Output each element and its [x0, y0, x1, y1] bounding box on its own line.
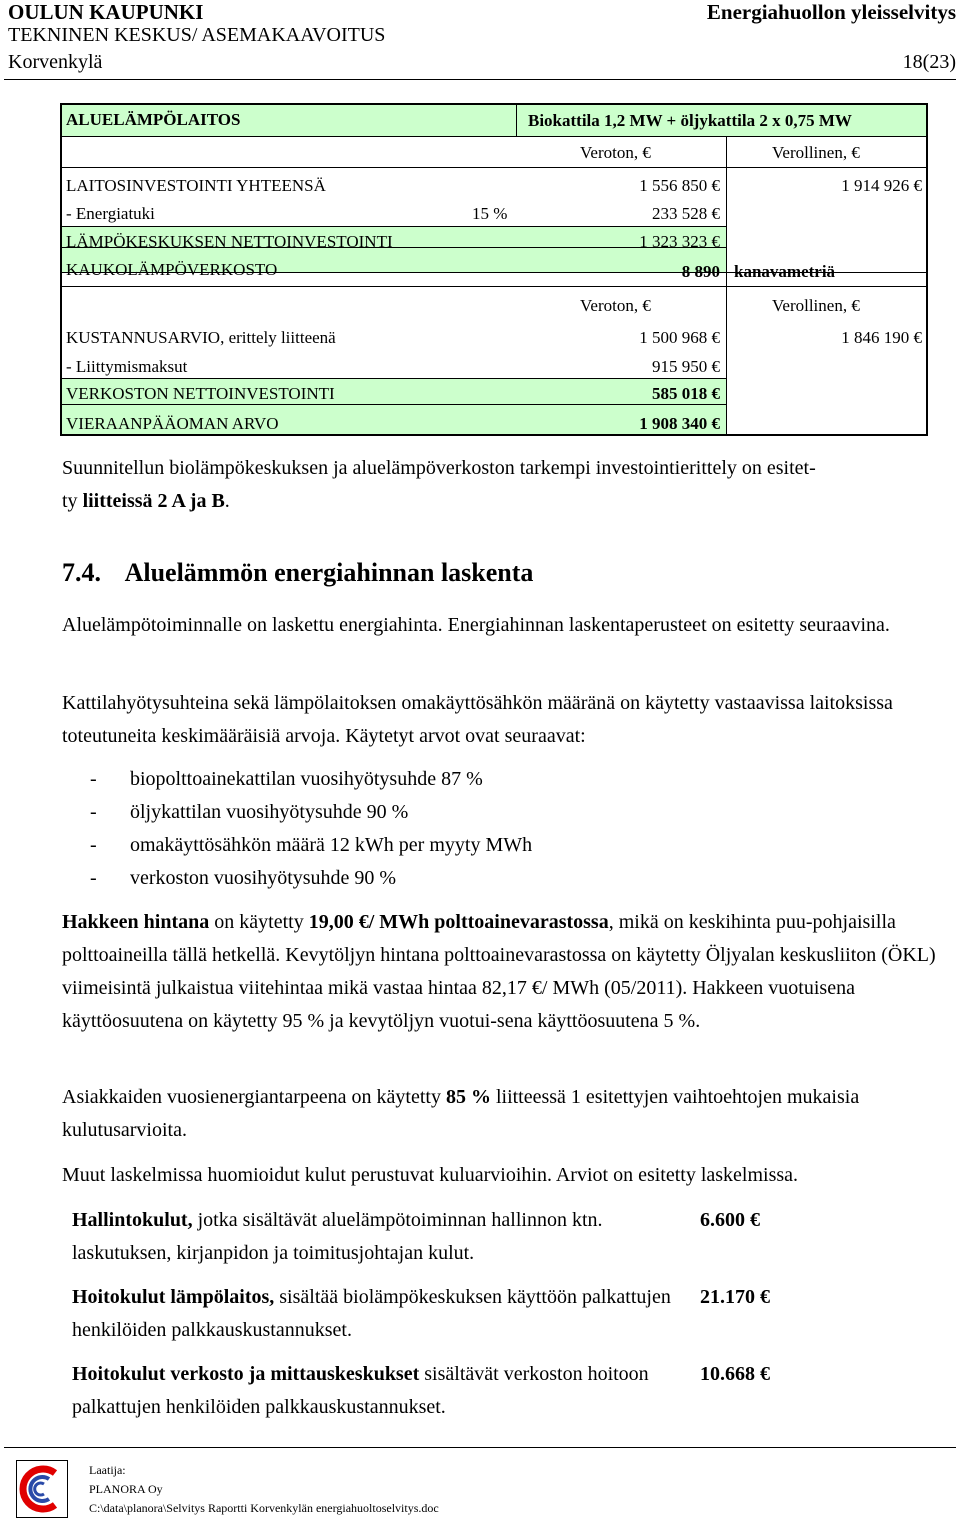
row-percent: 15 %	[472, 204, 508, 223]
chip-price-label: Hakkeen hintana	[62, 911, 210, 933]
row-value-veroton: 585 018 €	[652, 384, 720, 403]
section-title: Aluelämmön energiahinnan laskenta	[124, 558, 534, 587]
row-value-verollinen: 1 846 190 €	[841, 328, 922, 347]
cost-value-network: 10.668 €	[700, 1363, 770, 1385]
list-item: - biopolttoainekattilan vuosihyötysuhde 87 %	[90, 768, 483, 790]
col-header-veroton: Veroton, €	[580, 143, 651, 162]
intro-line-2-suffix: .	[224, 490, 230, 512]
intro-line-2-bold: liitteissä 2 A ja B	[82, 490, 225, 512]
intro-line-1: Suunnitellun biolämpökeskuksen ja aluelämpöverkoston tarkempi investointierittely on esitet-	[62, 457, 816, 479]
row-divider	[62, 226, 726, 227]
row-divider	[62, 286, 926, 287]
row-value-veroton: 1 908 340 €	[639, 414, 720, 433]
row-label: LÄMPÖKESKUKSEN NETTOINVESTOINTI	[66, 232, 393, 251]
network-unit: kanavametriä	[734, 262, 836, 281]
cost-item-network: Hoitokulut verkosto ja mittauskeskukset sisältävät verkoston hoitoon palkattujen henkilöiden palkkauskustannukset.	[72, 1363, 649, 1418]
section-number: 7.4.	[62, 558, 101, 587]
network-label: KAUKOLÄMPÖVERKOSTO	[66, 260, 278, 279]
row-label: VIERAANPÄÄOMAN ARVO	[66, 414, 279, 433]
row-divider	[62, 404, 726, 405]
col-divider	[516, 105, 517, 136]
paragraph-5: Muut laskelmissa huomioidut kulut perustuvat kuluarvioihin. Arviot on esitetty laskelmissa.	[62, 1164, 799, 1186]
list-item: - omakäyttösähkön määrä 12 kWh per myyty MWh	[90, 834, 533, 856]
list-item: - öljykattilan vuosihyötysuhde 90 %	[90, 801, 409, 823]
list-item: - verkoston vuosihyötysuhde 90 %	[90, 867, 397, 889]
row-value-veroton: 1 556 850 €	[639, 176, 720, 195]
footer-divider	[4, 1447, 956, 1448]
cost-value-admin: 6.600 €	[700, 1209, 760, 1231]
paragraph-3: Hakkeen hintana on käytetty 19,00 €/ MWh polttoainevarastossa, mikä on keskihinta puu-pohjaisilla polttoaineilla tällä hetkellä. Kevytöljyn hintana polttoainevarastossa on käytetty Öljyalan keskusliiton (ÖKL) viimeisintä julkaistua viitehintaa mikä vastaa hintaa 82,17 €/ MWh (05/2011). Hakkeen vuotuisena käyttöosuutena on käytetty 95 % ja kevytöljyn vuotui-sena käyttöosuutena 5 %.	[62, 911, 936, 1032]
row-divider	[62, 378, 726, 379]
row-value-veroton: 915 950 €	[652, 357, 720, 376]
row-label: - Energiatuki	[66, 204, 155, 223]
row-divider	[62, 136, 926, 137]
col-header-veroton: Veroton, €	[580, 296, 651, 315]
planora-logo	[16, 1460, 68, 1518]
department-name: TEKNINEN KESKUS/ ASEMAKAAVOITUS	[8, 24, 386, 46]
footer-author-label: Laatija:	[89, 1463, 126, 1477]
row-label: KUSTANNUSARVIO, erittely liitteenä	[66, 328, 336, 347]
row-label: LAITOSINVESTOINTI YHTEENSÄ	[66, 176, 326, 195]
row-value-veroton: 1 323 323 €	[639, 232, 720, 251]
row-value-veroton: 233 528 €	[652, 204, 720, 223]
chip-price-value: 19,00 €/ MWh polttoainevarastossa	[308, 911, 609, 933]
header-divider	[4, 79, 956, 80]
col-divider	[726, 136, 727, 434]
section-heading	[62, 558, 533, 588]
report-title: Energiahuollon yleisselvitys	[706, 0, 956, 24]
row-value-verollinen: 1 914 926 €	[841, 176, 922, 195]
energy-demand-percent: 85 %	[445, 1086, 491, 1108]
logo-icon	[17, 1461, 67, 1517]
paragraph-2: Kattilahyötysuhteina sekä lämpölaitoksen omakäyttösähkön määränä on käytetty vastaavissa laitoksissa toteutuneita keskimääräisiä arvoja. Käytetyt arvot ovat seuraavat:	[62, 692, 893, 747]
organization-name: OULUN KAUPUNKI	[8, 0, 204, 24]
plant-configuration: Biokattila 1,2 MW + öljykattila 2 x 0,75 MW	[528, 111, 852, 130]
page-number: 18(23)	[902, 51, 956, 73]
cost-value-plant: 21.170 €	[700, 1286, 770, 1308]
cost-item-admin: Hallintokulut, jotka sisältävät aluelämpötoiminnan hallinnon ktn. laskutuksen, kirjanpidon ja toimitusjohtajan kulut.	[72, 1209, 603, 1264]
col-header-verollinen: Verollinen, €	[772, 143, 860, 162]
investment-table	[60, 103, 928, 436]
row-value-veroton: 1 500 968 €	[639, 328, 720, 347]
paragraph-1: Aluelämpötoiminnalle on laskettu energiahinta. Energiahinnan laskentaperusteet on esitetty seuraavina.	[62, 614, 890, 636]
network-length: 8 890	[681, 262, 720, 281]
intro-paragraph	[62, 452, 942, 518]
footer-file-path: C:\data\planora\Selvitys Raportti Korvenkylän energiahuoltoselvitys.doc	[89, 1501, 439, 1515]
row-label: - Liittymismaksut	[66, 357, 188, 376]
paragraph-4: Asiakkaiden vuosienergiantarpeena on käytetty 85 % liitteessä 1 esitettyjen vaihtoehtojen mukaisia kulutusarvioita.	[62, 1086, 860, 1141]
table-title: ALUELÄMPÖLAITOS	[66, 110, 241, 129]
cost-item-plant: Hoitokulut lämpölaitos, sisältää biolämpökeskuksen käyttöön palkattujen henkilöiden palkkauskustannukset.	[72, 1286, 671, 1341]
row-divider	[62, 167, 926, 168]
col-header-verollinen: Verollinen, €	[772, 296, 860, 315]
area-name: Korvenkylä	[8, 51, 103, 73]
row-label: VERKOSTON NETTOINVESTOINTI	[66, 384, 335, 403]
intro-line-2-prefix: ty	[62, 490, 83, 512]
footer-company: PLANORA Oy	[89, 1482, 163, 1496]
